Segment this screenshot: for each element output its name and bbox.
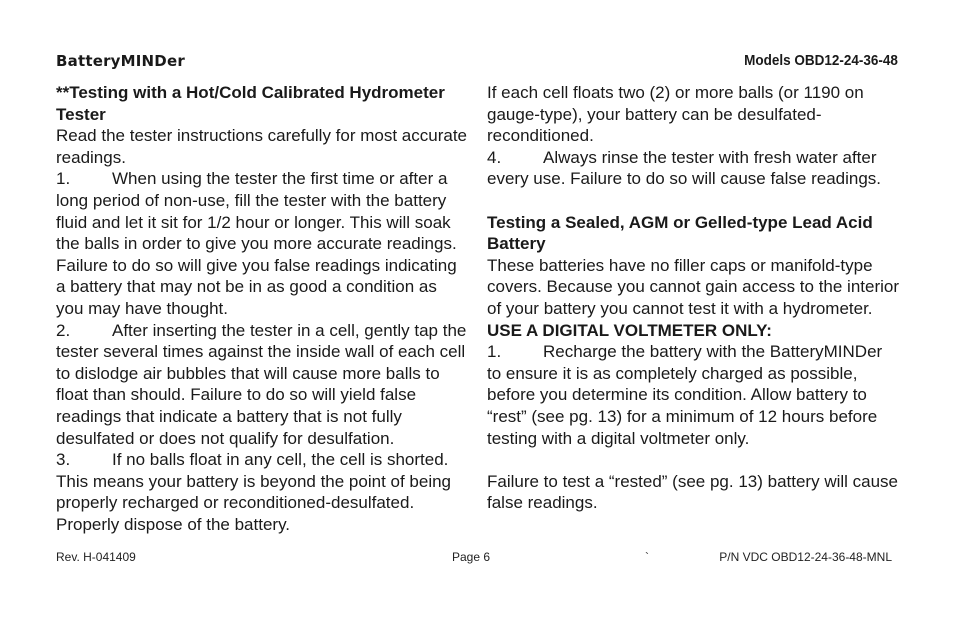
item-number: 4. — [487, 147, 502, 167]
final-paragraph: Failure to test a “rested” (see pg. 13) battery will cause false readings. — [487, 471, 899, 513]
list-item-1 — [56, 168, 468, 319]
revision-label: Rev. H-041409 — [56, 550, 136, 564]
hydrometer-heading: **Testing with a Hot/Cold Calibrated Hydrometer Tester — [56, 83, 445, 124]
stray-mark: ` — [645, 550, 649, 564]
models-title: Models OBD12-24-36-48 — [744, 52, 898, 69]
item-number: 3. — [56, 450, 71, 470]
brand-title: BatteryMINDer — [56, 52, 185, 70]
item-text: Recharge the battery with the BatteryMINDer to ensure it is as completely charged as possible, before you determine its condition. Allow battery to “rest” (see pg. 13) for a minimum of 12 hours before testing with a digital voltmeter only. — [487, 342, 883, 448]
intro-paragraph: Read the tester instructions carefully for most accurate readings. — [56, 126, 468, 167]
list-item-4 — [487, 147, 899, 190]
spacer — [487, 449, 899, 471]
continued-paragraph: If each cell floats two (2) or more balls (or 1190 on gauge-type), your battery can be desulfated-reconditioned. — [487, 83, 864, 146]
item-text: When using the tester the first time or after a long period of non-use, fill the tester with the battery fluid and let it sit for 1/2 hour or longer. This will soak the balls in order to give you more accurate readings. Failure to do so will give you false readings indicating a battery that may not be in as good a condition as you may have thought. — [56, 169, 457, 318]
list-item-3 — [56, 449, 468, 535]
item-number: 1. — [56, 169, 71, 189]
spacer — [487, 190, 899, 212]
sealed-battery-paragraph: These batteries have no filler caps or manifold-type covers. Because you cannot gain access to the interior of your battery you cannot test it with a hydrometer. — [487, 255, 900, 318]
voltmeter-heading: USE A DIGITAL VOLTMETER ONLY: — [487, 320, 772, 340]
left-column — [56, 82, 468, 535]
right-column — [487, 82, 899, 514]
item-text: After inserting the tester in a cell, gently tap the tester several times against the inside wall of each cell to dislodge air bubbles that will cause more balls to float than should. Failure to do so will yield false readings that indicate a battery that is not fully desulfated or does not qualify for desulfation. — [56, 320, 467, 448]
item-text: Always rinse the tester with fresh water after every use. Failure to do so will cause false readings. — [487, 147, 882, 189]
item-number: 2. — [56, 320, 71, 340]
part-number: P/N VDC OBD12-24-36-48-MNL — [719, 550, 892, 564]
item-text: If no balls float in any cell, the cell is shorted. This means your battery is beyond the point of being properly recharged or reconditioned-desulfated. Properly dispose of the battery. — [56, 450, 452, 534]
page-number: Page 6 — [452, 550, 491, 564]
sealed-battery-heading: Testing a Sealed, AGM or Gelled-type Lead Acid Battery — [487, 212, 873, 254]
voltmeter-item-1 — [487, 341, 899, 449]
list-item-2 — [56, 320, 468, 450]
item-number: 1. — [487, 342, 502, 362]
